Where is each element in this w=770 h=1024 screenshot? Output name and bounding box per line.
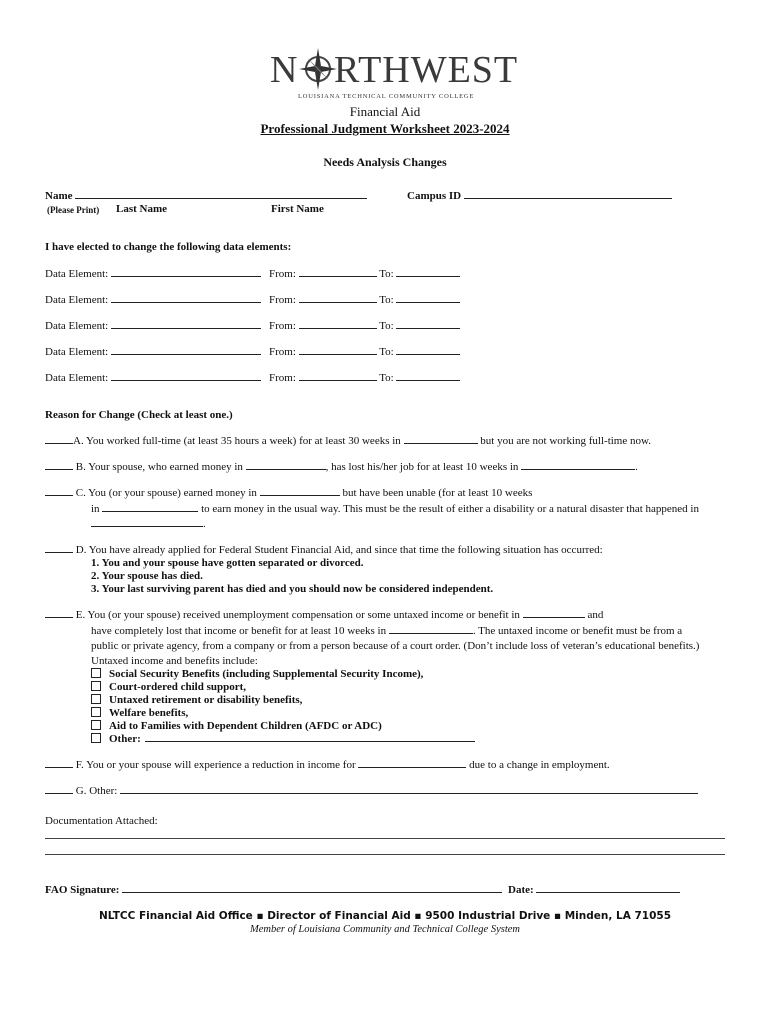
first-name-label: First Name: [271, 203, 324, 215]
reason-f-period[interactable]: [358, 767, 466, 768]
dept-title: Financial Aid: [349, 104, 421, 119]
data-element-field[interactable]: [111, 328, 261, 329]
reason-e-year[interactable]: [523, 617, 585, 618]
reason-d-item-2: 2. Your spouse has died.: [91, 570, 203, 582]
checkbox[interactable]: [91, 720, 101, 730]
compass-icon: [298, 46, 338, 90]
data-element-label: Data Element:: [45, 268, 109, 280]
data-element-row: [45, 294, 460, 306]
reason-e-line2: have completely lost that income or benefit for at least 10 weeks in . The untaxed income or benefit must be from a: [91, 625, 683, 637]
reason-b-year[interactable]: [246, 469, 326, 470]
documentation-label: Documentation Attached:: [45, 815, 158, 827]
logo: [270, 48, 519, 104]
untaxed-income-item: [91, 733, 475, 745]
reason-c-line3: .: [91, 518, 206, 530]
untaxed-income-label: Untaxed retirement or disability benefits,: [109, 694, 303, 706]
reason-e-in[interactable]: [389, 633, 473, 634]
reason-c-year[interactable]: [260, 495, 340, 496]
reason-e-check[interactable]: [45, 617, 73, 618]
reason-e-line4: Untaxed income and benefits include:: [91, 655, 258, 667]
from-label: From:: [268, 268, 296, 280]
untaxed-income-label: Other:: [109, 733, 141, 745]
data-element-row: [45, 372, 460, 384]
from-label: From:: [268, 294, 296, 306]
reason-c-in[interactable]: [102, 511, 198, 512]
untaxed-income-item: [91, 694, 302, 706]
reason-c-check[interactable]: [45, 495, 73, 496]
to-label: To:: [379, 320, 394, 332]
campus-id-field[interactable]: [464, 198, 672, 199]
from-field[interactable]: [299, 276, 377, 277]
name-label: Name: [45, 190, 367, 202]
checkbox[interactable]: [91, 694, 101, 704]
reason-e-line3: public or private agency, from a company or from a person because of a court order. (Don’t include loss of veteran’s educational benefits.): [91, 640, 700, 652]
reason-c-line2: in to earn money in the usual way. This must be the result of either a disability or a natural disaster that happened in: [91, 503, 699, 515]
last-name-label: Last Name: [116, 203, 168, 215]
please-print-label: (Please Print): [47, 205, 100, 215]
to-label: To:: [379, 294, 394, 306]
data-element-label: Data Element:: [45, 346, 109, 358]
documentation-line-2[interactable]: [45, 854, 725, 855]
reason-a-year[interactable]: [404, 443, 478, 444]
from-label: From:: [268, 372, 296, 384]
data-element-label: Data Element:: [45, 320, 109, 332]
to-field[interactable]: [396, 328, 460, 329]
from-field[interactable]: [299, 302, 377, 303]
reason-heading: Reason for Change (Check at least one.): [45, 409, 233, 421]
to-field[interactable]: [396, 354, 460, 355]
data-element-label: Data Element:: [45, 294, 109, 306]
elected-heading: I have elected to change the following data elements:: [45, 241, 292, 253]
footer-system: Member of Louisiana Community and Technical College System: [250, 924, 520, 935]
reason-d-item-1: 1. You and your spouse have gotten separated or divorced.: [91, 557, 364, 569]
untaxed-income-item: [91, 681, 246, 693]
reason-b-check[interactable]: [45, 469, 73, 470]
data-element-field[interactable]: [111, 380, 261, 381]
reason-e-line1: E. You (or your spouse) received unemployment compensation or some untaxed income or benefit in and: [45, 609, 603, 621]
untaxed-income-item: [91, 720, 382, 732]
from-label: From:: [268, 346, 296, 358]
reason-c-line1: C. You (or your spouse) earned money in but have been unable (for at least 10 weeks: [45, 487, 532, 499]
name-field[interactable]: [75, 198, 367, 199]
data-element-label: Data Element:: [45, 372, 109, 384]
reason-c-date[interactable]: [91, 526, 203, 527]
from-field[interactable]: [299, 380, 377, 381]
to-field[interactable]: [396, 302, 460, 303]
logo-subtitle: LOUISIANA TECHNICAL COMMUNITY COLLEGE: [298, 93, 475, 100]
reason-b: B. Your spouse, who earned money in , has lost his/her job for at least 10 weeks in .: [45, 461, 638, 473]
checkbox[interactable]: [91, 668, 101, 678]
date-field[interactable]: [536, 892, 680, 893]
untaxed-income-item: [91, 668, 423, 680]
reason-g: G. Other:: [45, 785, 698, 797]
date: Date:: [508, 884, 680, 896]
from-field[interactable]: [299, 354, 377, 355]
to-field[interactable]: [396, 276, 460, 277]
footer-address: NLTCC Financial Aid Office ▪ Director of Financial Aid ▪ 9500 Industrial Drive ▪ Minden, LA 71055: [98, 910, 672, 922]
untaxed-income-label: Court-ordered child support,: [109, 681, 246, 693]
checkbox[interactable]: [91, 733, 101, 743]
to-field[interactable]: [396, 380, 460, 381]
reason-d: D. You have already applied for Federal Student Financial Aid, and since that time the following situation has occurred:: [45, 544, 603, 556]
reason-b-when[interactable]: [521, 469, 635, 470]
data-element-row: [45, 268, 460, 280]
from-label: From:: [268, 320, 296, 332]
untaxed-income-label: Aid to Families with Dependent Children (AFDC or ADC): [109, 720, 382, 732]
other-income-field[interactable]: [145, 741, 475, 742]
to-label: To:: [379, 372, 394, 384]
from-field[interactable]: [299, 328, 377, 329]
reason-g-other[interactable]: [120, 793, 698, 794]
untaxed-income-item: [91, 707, 188, 719]
reason-a-check[interactable]: [45, 443, 73, 444]
untaxed-income-label: Social Security Benefits (including Supplemental Security Income),: [109, 668, 424, 680]
reason-a: A. You worked full-time (at least 35 hours a week) for at least 30 weeks in but you are not working full-time now.: [45, 435, 651, 447]
fao-signature: FAO Signature:: [45, 884, 502, 896]
documentation-line-1[interactable]: [45, 838, 725, 839]
to-label: To:: [379, 268, 394, 280]
logo-letter-n: N: [270, 49, 299, 91]
reason-f: F. You or your spouse will experience a reduction in income for due to a change in employment.: [45, 759, 610, 771]
campus-id-label: Campus ID: [407, 190, 672, 202]
checkbox[interactable]: [91, 707, 101, 717]
logo-letters-rest: RTHWEST: [334, 49, 519, 91]
data-element-row: [45, 320, 460, 332]
data-element-field[interactable]: [111, 354, 261, 355]
fao-signature-field[interactable]: [122, 892, 502, 893]
page-title: Professional Judgment Worksheet 2023-2024: [260, 121, 510, 136]
reason-f-check[interactable]: [45, 767, 73, 768]
checkbox[interactable]: [91, 681, 101, 691]
untaxed-income-label: Welfare benefits,: [109, 707, 189, 719]
reason-g-check[interactable]: [45, 793, 73, 794]
reason-d-item-3: 3. Your last surviving parent has died and you should now be considered independent.: [91, 583, 494, 595]
reason-d-check[interactable]: [45, 552, 73, 553]
data-element-field[interactable]: [111, 276, 261, 277]
to-label: To:: [379, 346, 394, 358]
page-subtitle: Needs Analysis Changes: [323, 155, 447, 169]
data-element-row: [45, 346, 460, 358]
data-element-field[interactable]: [111, 302, 261, 303]
